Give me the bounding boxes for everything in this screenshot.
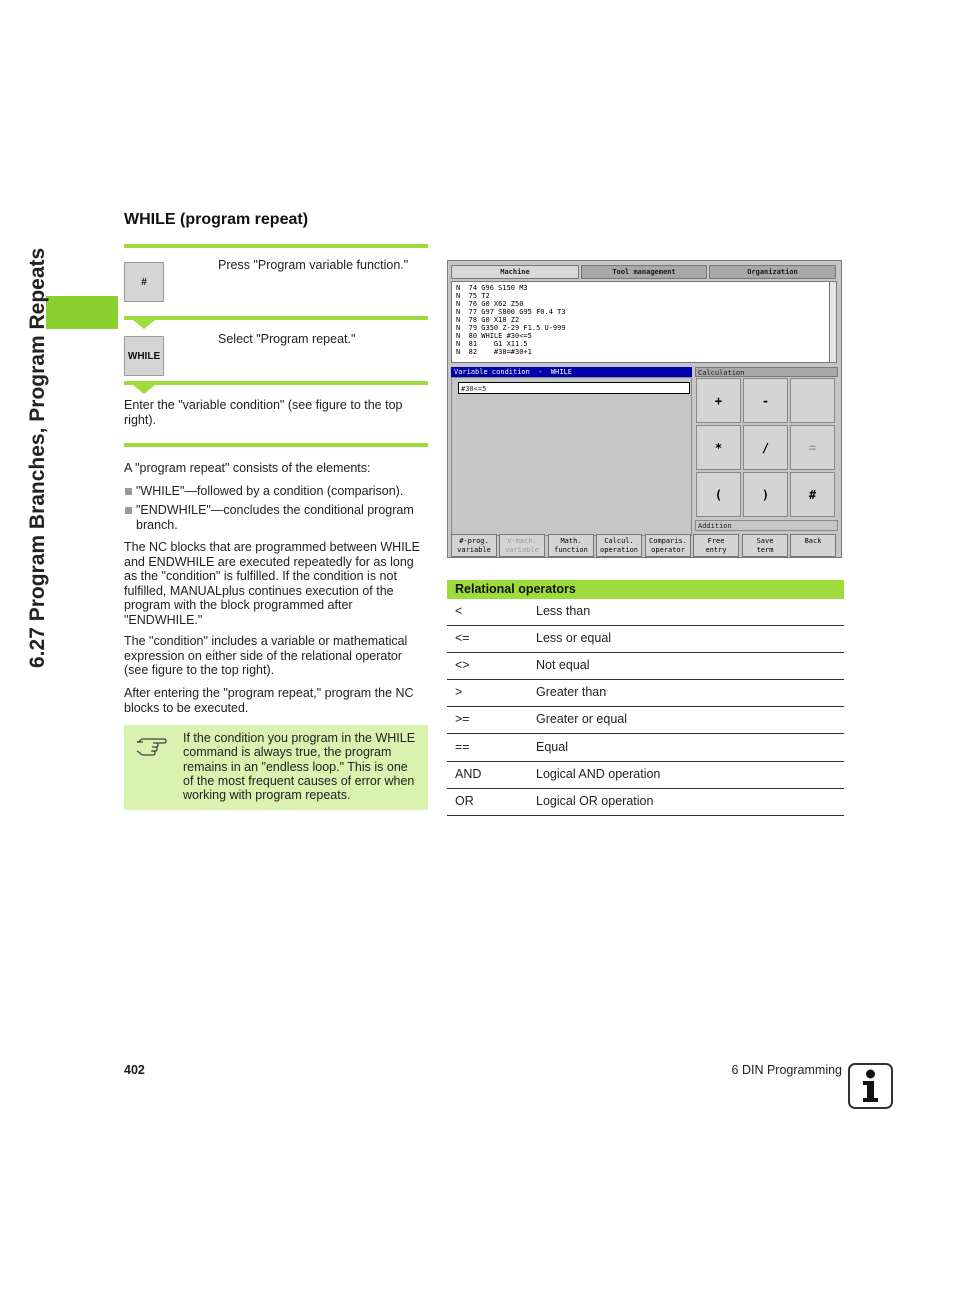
table-row: >= Greater or equal — [447, 707, 844, 734]
program-line: N 81 G1 X11.5 — [456, 340, 528, 348]
page-number: 402 — [124, 1063, 145, 1077]
section-divider — [124, 443, 428, 447]
variable-condition-panel — [451, 377, 692, 536]
program-line: N 79 G350 Z-29 F1.5 U-999 — [456, 324, 566, 332]
step-divider — [124, 316, 428, 320]
program-line: N 80 WHILE #30<=5 — [456, 332, 532, 340]
bullet-square-icon — [125, 488, 132, 495]
calc-divide-key: / — [743, 425, 788, 470]
table-row: <> Not equal — [447, 653, 844, 680]
program-line: N 76 G0 X62 Z50 — [456, 300, 524, 308]
hand-pointer-icon — [135, 733, 167, 757]
calc-open-paren-key: ( — [696, 472, 741, 517]
softkey-math-function: Math. function — [548, 534, 594, 557]
calc-hash-key: # — [790, 472, 835, 517]
step-divider — [124, 381, 428, 385]
program-variable-softkey: # — [124, 262, 164, 302]
step-1-text: Press "Program variable function." — [218, 258, 409, 272]
program-line: N 74 G96 S150 M3 — [456, 284, 528, 292]
while-softkey: WHILE — [124, 336, 164, 376]
softkey-calc-operation: Calcul. operation — [596, 534, 642, 557]
variable-condition-titlebar: Variable condition - WHILE — [451, 367, 692, 377]
tab-organization: Organization — [709, 265, 836, 279]
softkey-save-term: Save term — [742, 534, 788, 557]
softkey-free-entry: Free entry — [693, 534, 739, 557]
calculation-title: Calculation — [695, 367, 838, 377]
step-arrow — [133, 320, 155, 329]
table-row: AND Logical AND operation — [447, 762, 844, 789]
table-row: > Greater than — [447, 680, 844, 707]
table-row: OR Logical OR operation — [447, 789, 844, 816]
chapter-side-title: 6.27 Program Branches, Program Repeats — [26, 247, 49, 668]
program-line: N 75 T2 — [456, 292, 490, 300]
program-listing — [451, 281, 837, 363]
program-line: N 77 G97 S800 G95 F0.4 T3 — [456, 308, 566, 316]
calc-close-paren-key: ) — [743, 472, 788, 517]
list-item: "ENDWHILE"—concludes the conditional program branch. — [124, 503, 428, 532]
calc-blank-key — [790, 378, 835, 423]
calc-equals-key: = — [790, 425, 835, 470]
bullet-square-icon — [125, 507, 132, 514]
program-line: N 82 #30=#30+1 — [456, 348, 532, 356]
note-text: If the condition you program in the WHILE command is always true, the program remains in an "endless loop." This is one of the most frequent causes of error when working with program repeats. — [183, 731, 416, 803]
calc-multiply-key: * — [696, 425, 741, 470]
paragraph: After entering the "program repeat," program the NC blocks to be executed. — [124, 686, 414, 715]
program-scrollbar — [829, 282, 836, 362]
calc-plus-key: + — [696, 378, 741, 423]
table-row: < Less than — [447, 599, 844, 626]
info-icon — [848, 1063, 893, 1109]
table-row: == Equal — [447, 735, 844, 762]
table-title: Relational operators — [447, 580, 844, 599]
paragraph: The NC blocks that are programmed between WHILE and ENDWHILE are executed repeatedly for as long as the "condition" is fulfilled. If the condition is not fulfilled, MANUALplus continues execution of the program with the block programmed after "ENDWHILE." — [124, 540, 420, 627]
intro-text: A "program repeat" consists of the elements: — [124, 461, 371, 475]
step-2-text: Select "Program repeat." — [218, 332, 356, 346]
softkey-prog-variable: #-prog. variable — [451, 534, 497, 557]
enter-condition-text: Enter the "variable condition" (see figure to the top right). — [124, 398, 403, 427]
tab-tool-management: Tool management — [581, 265, 707, 279]
calc-minus-key: - — [743, 378, 788, 423]
control-screenshot — [447, 260, 842, 558]
chapter-footer: 6 DIN Programming — [731, 1063, 842, 1077]
step-arrow — [133, 385, 155, 394]
calculation-status: Addition — [695, 520, 838, 531]
list-item: "WHILE"—followed by a condition (comparison). — [124, 484, 428, 499]
softkey-comparison-operator: Comparis. operator — [645, 534, 691, 557]
paragraph: The "condition" includes a variable or mathematical expression on either side of the relational operator (see figure to the top right). — [124, 634, 408, 677]
condition-input: #30<=5 — [458, 382, 690, 394]
table-row: <= Less or equal — [447, 626, 844, 653]
softkey-back: Back — [790, 534, 836, 557]
program-line: N 78 G0 X18 Z2 — [456, 316, 520, 324]
section-heading: WHILE (program repeat) — [124, 211, 309, 228]
softkey-machine-variable: V-mach. variable — [499, 534, 545, 557]
step-divider — [124, 244, 428, 248]
tab-machine: Machine — [451, 265, 579, 279]
